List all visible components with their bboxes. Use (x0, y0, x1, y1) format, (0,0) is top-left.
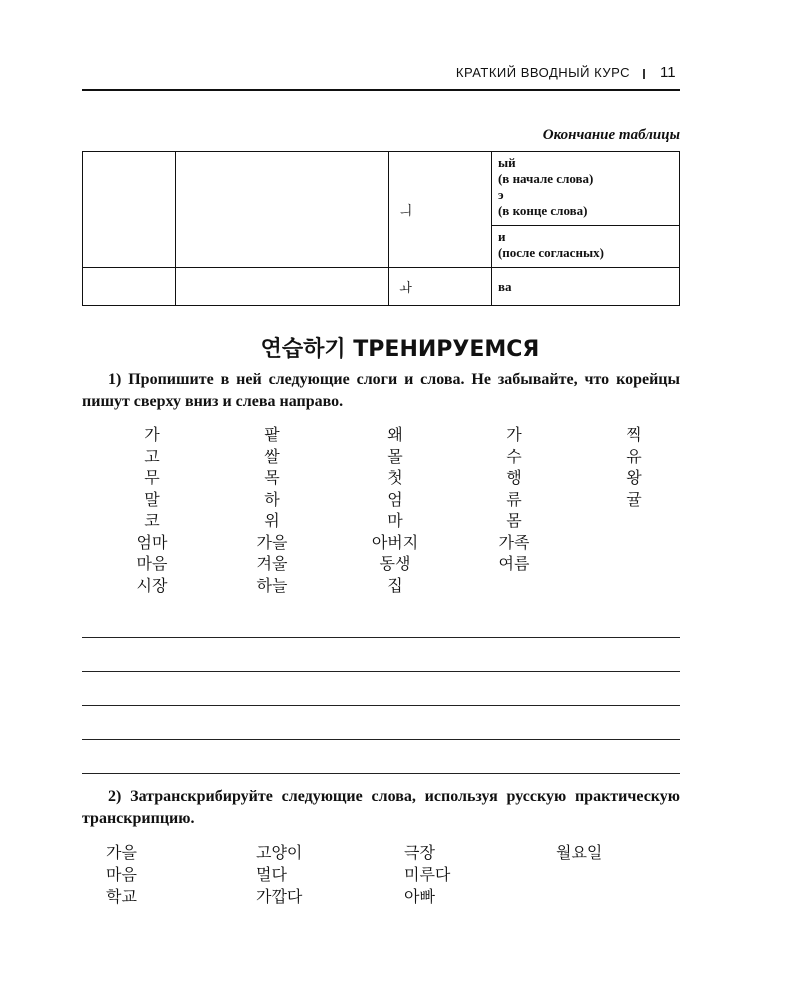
table-cell-empty (83, 152, 176, 268)
syllable: 엄 (387, 489, 403, 509)
syllable-column (484, 424, 544, 575)
syllable: 겨울 (256, 554, 288, 573)
word: 멀다 (256, 865, 287, 884)
syllable: 말 (144, 489, 160, 509)
word: 마음 (106, 865, 137, 884)
pronunciation-cell (491, 152, 679, 226)
syllable: 가을 (256, 532, 288, 552)
syllable: 왕 (626, 468, 642, 487)
vowel-table (82, 151, 680, 306)
pron-line: э (497, 187, 504, 202)
task-number: 1) (108, 371, 122, 388)
syllable: 엄마 (136, 532, 168, 552)
syllable: 류 (506, 489, 522, 509)
syllable: 코 (144, 511, 160, 530)
word: 고양이 (256, 843, 303, 862)
syllable: 마 (387, 511, 403, 530)
syllable: 수 (506, 446, 522, 466)
syllable: 무 (144, 468, 160, 487)
pron-line: (в конце слова) (497, 203, 588, 218)
syllable: 시장 (136, 575, 168, 595)
word: 미루다 (404, 865, 451, 884)
syllable: 찍 (626, 425, 642, 444)
syllable: 첫 (387, 468, 403, 487)
page-number: 11 (660, 64, 676, 81)
syllable: 몰 (387, 446, 403, 466)
syllable: 고 (144, 446, 160, 466)
word: 가을 (106, 843, 137, 862)
syllable: 하 (264, 489, 280, 509)
word: 아빠 (404, 887, 435, 906)
writing-line (82, 671, 680, 672)
vowel-cell: ㅘ (389, 268, 492, 306)
table-cell-empty (175, 268, 388, 306)
word: 극장 (404, 843, 435, 862)
syllable: 팥 (264, 425, 280, 444)
vowel-cell: ㅢ (389, 152, 492, 268)
syllable: 여름 (498, 554, 530, 573)
pronunciation-cell (491, 268, 679, 306)
syllable: 가 (506, 425, 522, 444)
syllable-column (604, 424, 664, 510)
word: 학교 (106, 887, 137, 906)
syllable: 행 (506, 468, 522, 487)
syllable: 위 (264, 511, 280, 530)
pron-line: ый (497, 155, 516, 170)
syllable-column (355, 424, 435, 596)
writing-line (82, 637, 680, 638)
task-2-instruction (82, 786, 680, 830)
task-number: 2) (108, 788, 122, 805)
syllable: 동생 (379, 554, 411, 573)
word: 월요일 (556, 843, 603, 862)
syllable: 가 (144, 425, 160, 444)
syllable: 아버지 (371, 532, 419, 552)
writing-line (82, 773, 680, 774)
pronunciation-cell (491, 226, 679, 268)
syllable: 마음 (136, 554, 168, 573)
syllable: 몸 (506, 511, 522, 530)
syllable: 목 (264, 468, 280, 487)
syllable: 유 (626, 446, 642, 466)
pron-line: (в начале слова) (497, 171, 594, 186)
syllable: 쌀 (264, 446, 280, 466)
syllable: 하늘 (256, 575, 288, 595)
syllable: 왜 (387, 425, 403, 444)
pron-line: ва (497, 278, 512, 294)
header-separator (643, 69, 645, 79)
running-header-title: КРАТКИЙ ВВОДНЫЙ КУРС (455, 65, 630, 80)
pron-line: (после согласных) (497, 245, 604, 260)
syllable: 귤 (626, 489, 642, 509)
writing-line (82, 739, 680, 740)
pron-line: и (497, 229, 506, 244)
task-1-instruction (82, 369, 680, 413)
syllable: 집 (387, 575, 403, 595)
syllable: 가족 (498, 532, 530, 552)
header-rule (82, 89, 680, 91)
syllable-column (122, 424, 182, 596)
section-title: 연습하기 ТРЕНИРУЕМСЯ (260, 337, 540, 362)
writing-line (82, 705, 680, 706)
syllable-column (242, 424, 302, 596)
table-cell-empty (175, 152, 388, 268)
task-text: Пропишите в ней следующие слоги и слова. Не забывайте, что корейцы пишут сверху вниз и слева направо. (82, 371, 681, 410)
table-caption: Окончание таблицы (542, 127, 680, 143)
task-text: Затранскрибируйте следующие слова, используя русскую практическую транскрипцию. (82, 788, 681, 827)
table-cell-empty (83, 268, 176, 306)
word: 가깝다 (256, 887, 303, 906)
